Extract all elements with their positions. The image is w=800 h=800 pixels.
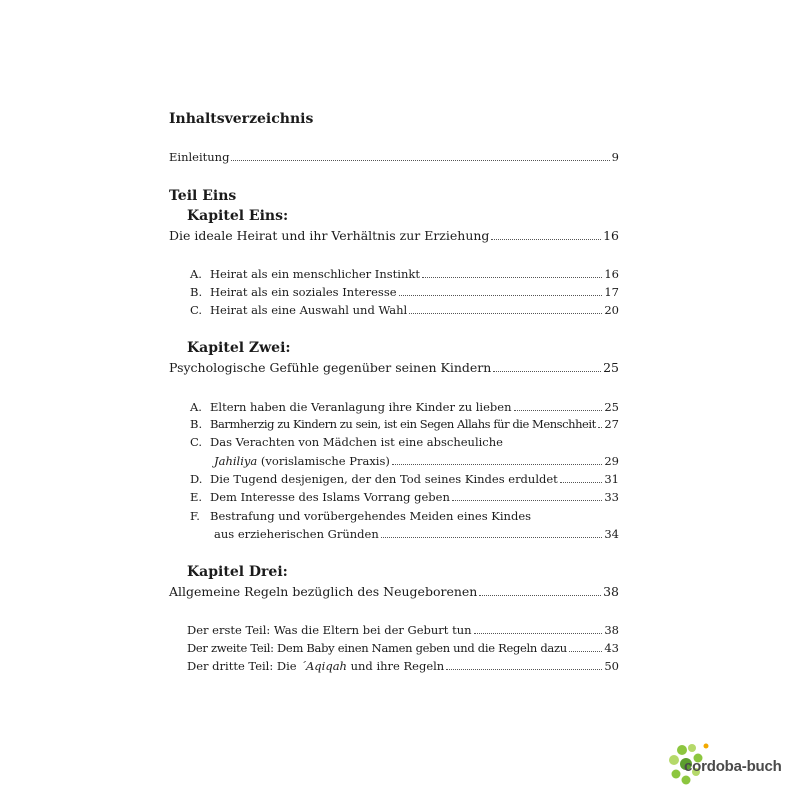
- leader-dots: [409, 313, 602, 314]
- entry-page: 17: [604, 285, 619, 299]
- toc-entry: [190, 303, 619, 317]
- logo-text: cordoba-buch: [684, 758, 782, 775]
- entry-label-rest: (vorislamische Praxis): [257, 454, 390, 468]
- toc-entry: [190, 417, 619, 431]
- toc-entry: [190, 267, 619, 281]
- toc-entry: [190, 400, 619, 414]
- entry-page: 16: [604, 267, 619, 281]
- leader-dots: [422, 277, 602, 278]
- entry-letter: B.: [190, 417, 203, 431]
- leader-dots: [399, 295, 603, 296]
- leader-dots: [479, 595, 601, 596]
- toc-entry: [190, 490, 619, 504]
- toc-entry-intro: [169, 150, 619, 164]
- entry-letter: C.: [190, 303, 203, 317]
- entry-page: 50: [604, 659, 619, 673]
- entry-letter: C.: [190, 435, 203, 449]
- toc-entry-line1: [190, 509, 531, 523]
- entry-letter: E.: [190, 490, 203, 504]
- entry-italic-term: Jahiliya: [214, 454, 258, 468]
- leader-dots: [493, 371, 601, 372]
- leader-dots: [560, 482, 603, 483]
- entry-label-rest: und ihre Regeln: [346, 659, 445, 673]
- entry-label: Der erste Teil: Was die Eltern bei der Geburt tun: [187, 623, 472, 637]
- entry-letter: B.: [190, 285, 203, 299]
- entry-letter: A.: [190, 267, 202, 281]
- entry-page: 38: [603, 584, 619, 599]
- entry-letter: F.: [190, 509, 200, 523]
- entry-letter: A.: [190, 400, 202, 414]
- entry-page: 29: [604, 454, 619, 468]
- entry-label: Dem Interesse des Islams Vorrang geben: [210, 490, 450, 504]
- entry-page: 25: [604, 400, 619, 414]
- entry-label: Heirat als ein soziales Interesse: [210, 285, 397, 299]
- entry-italic-term: ´Aqiqah: [300, 659, 347, 673]
- entry-label: Barmherzig zu Kindern zu sein, ist ein Segen Allahs für die Menschheit: [210, 417, 596, 431]
- leader-dots: [514, 410, 603, 411]
- toc-entry-line1: [190, 435, 503, 449]
- leader-dots: [474, 633, 603, 634]
- leader-dots: [446, 669, 602, 670]
- leader-dots: [231, 160, 609, 161]
- entry-label: Bestrafung und vorübergehendes Meiden eines Kindes: [210, 509, 532, 523]
- entry-page: 27: [604, 417, 619, 431]
- toc-title: Inhaltsverzeichnis: [169, 111, 314, 127]
- leader-dots: [569, 651, 603, 652]
- leader-dots: [491, 239, 601, 240]
- chapter-title: Allgemeine Regeln bezüglich des Neugeborenen: [169, 584, 478, 599]
- entry-page: 9: [611, 150, 619, 164]
- entry-page: 16: [603, 228, 619, 243]
- entry-page: 31: [604, 472, 619, 486]
- toc-entry: [187, 623, 619, 637]
- entry-label: Heirat als eine Auswahl und Wahl: [210, 303, 408, 317]
- chapter-title-entry: [169, 228, 619, 243]
- chapter-heading: Kapitel Zwei:: [187, 340, 291, 356]
- toc-entry-line2: [214, 527, 619, 541]
- entry-page: 38: [604, 623, 619, 637]
- entry-label: Die Tugend desjenigen, der den Tod seines Kindes erduldet: [210, 472, 558, 486]
- entry-page: 25: [603, 360, 619, 375]
- toc-entry: [190, 285, 619, 299]
- toc-entry-line2: [214, 454, 619, 468]
- chapter-title-entry: [169, 360, 619, 375]
- entry-label: Der dritte Teil: Die: [187, 659, 301, 673]
- part-heading: Teil Eins: [169, 188, 237, 204]
- chapter-title-entry: [169, 584, 619, 599]
- entry-label: Eltern haben die Veranlagung ihre Kinder zu lieben: [210, 400, 512, 414]
- chapter-heading: Kapitel Eins:: [187, 208, 289, 224]
- leader-dots: [598, 427, 603, 428]
- leader-dots: [381, 537, 603, 538]
- chapter-title: Psychologische Gefühle gegenüber seinen Kindern: [169, 360, 492, 375]
- entry-page: 43: [604, 641, 619, 655]
- entry-label: Einleitung: [169, 150, 230, 164]
- toc-entry: [187, 659, 619, 673]
- leader-dots: [392, 464, 602, 465]
- leader-dots: [452, 500, 602, 501]
- toc-entry: [190, 472, 619, 486]
- entry-letter: D.: [190, 472, 203, 486]
- entry-page: 34: [604, 527, 619, 541]
- entry-label: Das Verachten von Mädchen ist eine abscheuliche: [210, 435, 503, 449]
- entry-label-cont: aus erzieherischen Gründen: [214, 527, 379, 541]
- entry-label: Heirat als ein menschlicher Instinkt: [210, 267, 420, 281]
- entry-label: Der zweite Teil: Dem Baby einen Namen geben und die Regeln dazu: [187, 641, 567, 655]
- chapter-title: Die ideale Heirat und ihr Verhältnis zur Erziehung: [169, 228, 490, 243]
- toc-entry: [187, 641, 619, 655]
- entry-page: 20: [604, 303, 619, 317]
- chapter-heading: Kapitel Drei:: [187, 564, 288, 580]
- entry-page: 33: [604, 490, 619, 504]
